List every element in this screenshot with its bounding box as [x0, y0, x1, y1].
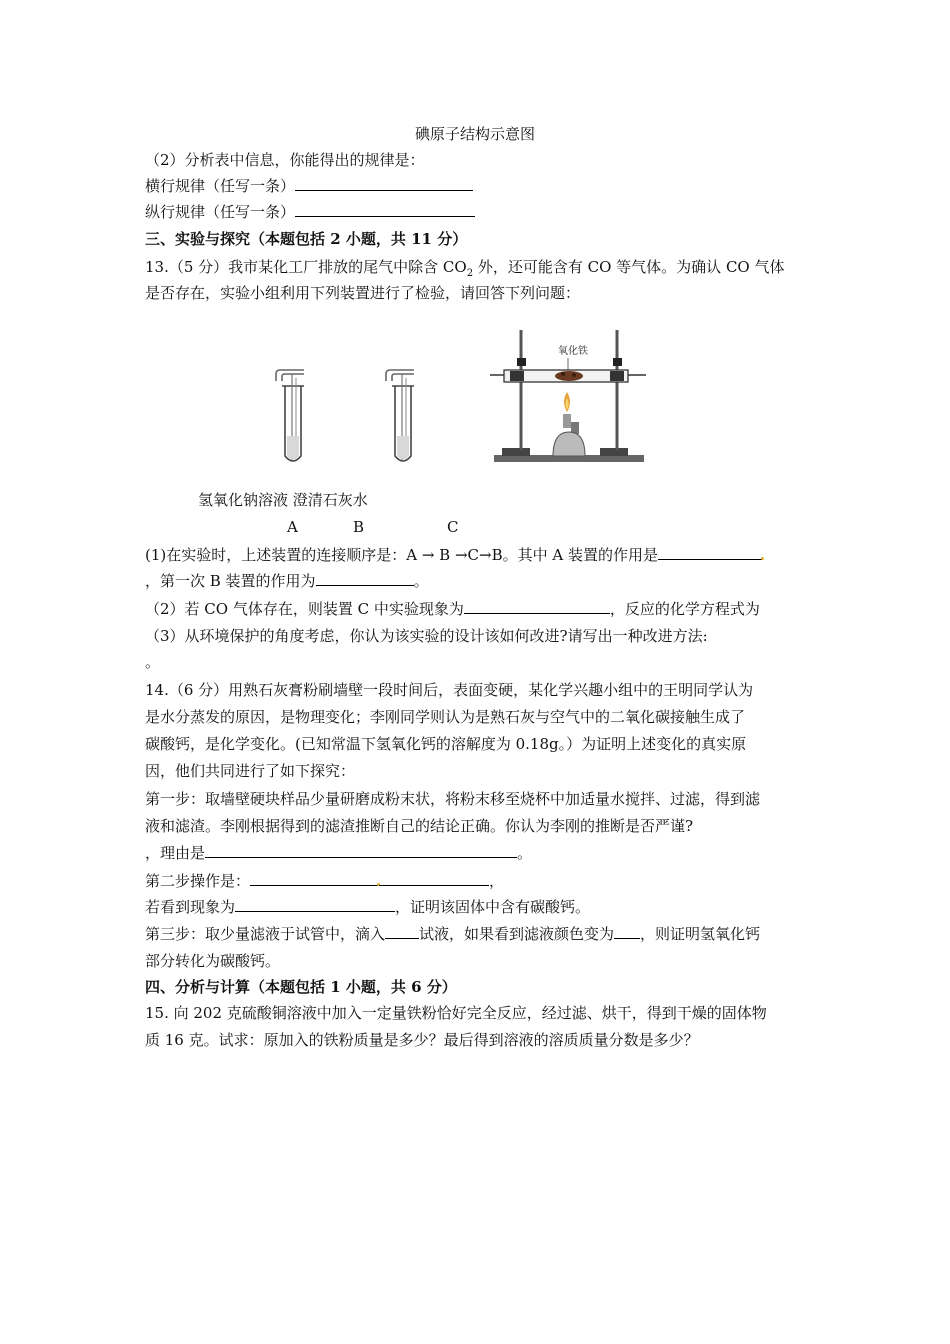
q13-part2-text: （2）若 CO 气体存在，则装置 C 中实验现象为 — [145, 600, 464, 618]
apparatus-a — [276, 370, 304, 461]
q14-step3-line1 — [145, 924, 760, 944]
q14-step3-line2: 部分转化为碳酸钙。 — [145, 952, 281, 970]
q13-part1 — [145, 545, 763, 565]
phenomenon-blank[interactable] — [235, 897, 395, 912]
q13-intro-b: 外，还可能含有 CO 等气体。为确认 CO 气体 — [473, 258, 785, 276]
q15-line1: 15. 向 202 克硫酸铜溶液中加入一定量铁粉恰好完全反应，经过滤、烘干，得到干燥的固体物 — [145, 1004, 767, 1022]
label-c: C — [447, 518, 459, 536]
q13-intro-a: 13.（5 分）我市某化工厂排放的尾气中除含 CO — [145, 258, 467, 276]
label-a: A — [287, 518, 298, 536]
co2-subscript: 2 — [466, 268, 474, 279]
b-purpose-blank[interactable] — [316, 571, 414, 586]
step2-blank-part1[interactable] — [250, 871, 378, 886]
step3-text-b: 试液，如果看到滤液颜色变为 — [419, 925, 615, 943]
q13-intro-line2: 是否存在，实验小组利用下列装置进行了检验，请回答下列问题： — [145, 284, 581, 302]
q13-part1-cont-text: ，第一次 B 装置的作用为 — [145, 572, 316, 590]
q13-part3-end: 。 — [145, 653, 161, 671]
q14-step1-line3 — [145, 843, 532, 863]
q13-part3: （3）从环境保护的角度考虑，你认为该实验的设计该如何改进?请写出一种改进方法: — [145, 627, 708, 645]
q14-line2: 是水分蒸发的原因，是物理变化；李刚同学则认为是熟石灰与空气中的二氧化碳接触生成了 — [145, 708, 746, 726]
row-rule-blank[interactable] — [295, 176, 473, 191]
q14-step2-line1 — [145, 871, 504, 891]
q14-step1-line2: 液和滤渣。李刚根据得到的滤渣推断自己的结论正确。你认为李刚的推断是否严谨? — [145, 817, 694, 835]
q14-line3: 碳酸钙，是化学变化。(已知常温下氢氧化钙的溶解度为 0.18g。）为证明上述变化的真实原 — [145, 735, 747, 753]
row-rule-label: 横行规律（任写一条） — [145, 177, 296, 195]
reason-blank[interactable] — [205, 843, 517, 858]
phenomenon-label: 若看到现象为 — [145, 898, 236, 916]
comma: ， — [489, 872, 505, 890]
step3-text-c: ，则证明氢氧化钙 — [640, 925, 761, 943]
q13-part1-text: (1)在实验时，上述装置的连接顺序是：A → B →C→B。其中 A 装置的作用是 — [145, 546, 658, 564]
section3-heading: 三、实验与探究（本题包括 2 小题，共 11 分） — [145, 230, 468, 248]
reagent-labels: 氢氧化钠溶液 澄清石灰水 — [198, 491, 368, 509]
step2-blank-part2[interactable] — [379, 871, 489, 886]
step2-label: 第二步操作是： — [145, 872, 251, 890]
q14-line4: 因，他们共同进行了如下探究： — [145, 762, 356, 780]
q13-part1-cont — [145, 571, 429, 591]
q13-intro-line1 — [145, 257, 785, 277]
q12-part2-prompt: （2）分析表中信息，你能得出的规律是： — [145, 151, 425, 169]
q14-step1-line1: 第一步：取墙壁硬块样品少量研磨成粉末状，将粉末移至烧杯中加适量水搅拌、过滤，得到滤 — [145, 790, 761, 808]
mark-dot — [761, 557, 764, 560]
step3-text-a: 第三步：取少量滤液于试管中，滴入 — [145, 925, 386, 943]
reagent-blank[interactable] — [385, 924, 419, 939]
section4-heading: 四、分析与计算（本题包括 1 小题，共 6 分） — [145, 978, 457, 996]
col-rule-blank[interactable] — [295, 202, 475, 217]
label-b: B — [353, 518, 365, 536]
figure-caption: 碘原子结构示意图 — [414, 125, 535, 143]
period: 。 — [517, 844, 533, 862]
c-phenomenon-blank[interactable] — [464, 599, 610, 614]
q13-part2 — [145, 599, 760, 619]
reason-label: ，理由是 — [145, 844, 206, 862]
q12-col-rule — [145, 202, 475, 222]
color-blank[interactable] — [614, 924, 640, 939]
q14-line1: 14.（6 分）用熟石灰膏粉刷墙壁一段时间后，表面变硬，某化学兴趣小组中的王明同学认为 — [145, 681, 754, 699]
a-purpose-blank[interactable] — [658, 545, 762, 560]
q14-step2-line2 — [145, 897, 590, 917]
apparatus-c — [490, 330, 646, 462]
apparatus-figure — [0, 318, 950, 468]
col-rule-label: 纵行规律（任写一条） — [145, 203, 296, 221]
q12-row-rule — [145, 176, 473, 196]
period: 。 — [413, 572, 429, 590]
apparatus-b — [386, 370, 414, 461]
iron-oxide-label: 氧化铁 — [558, 346, 588, 357]
phenomenon-conclusion: ，证明该固体中含有碳酸钙。 — [395, 898, 591, 916]
q15-line2: 质 16 克。试求：原加入的铁粉质量是多少？最后得到溶液的溶质质量分数是多少？ — [145, 1031, 699, 1049]
q13-part2-text-b: ，反应的化学方程式为 — [609, 600, 760, 618]
